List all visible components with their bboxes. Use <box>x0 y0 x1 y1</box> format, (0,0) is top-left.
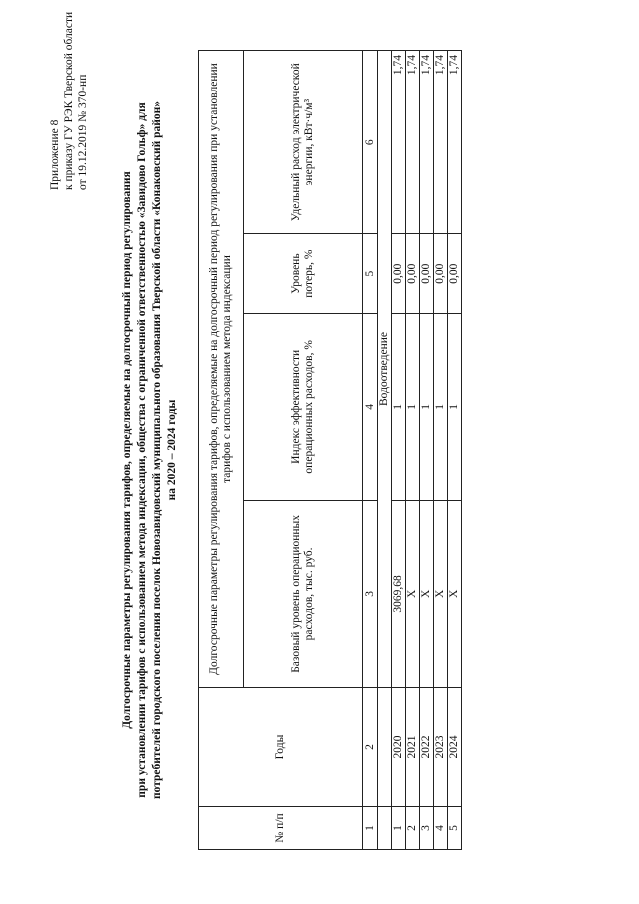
row-energy-consumption: 1,74 <box>448 51 462 234</box>
appendix-line: Приложение 8 <box>49 119 61 190</box>
section-gap <box>378 688 392 807</box>
table-row <box>406 51 420 850</box>
row-efficiency-index: 1 <box>420 313 434 500</box>
title-line: при установлении тарифов с использованием метода индексации, общества с ограниченной ответственностью «Завидово Гольф» для <box>136 102 148 798</box>
section-label: Водоотведение <box>378 51 392 688</box>
appendix-line: от 19.12.2019 № 370-нп <box>77 74 89 190</box>
index-cell: 5 <box>363 234 378 313</box>
header-group: Долгосрочные параметры регулирования тарифов, определяемые на долгосрочный период регулирования при установлении тарифов с использованием метода индексации <box>199 51 244 688</box>
row-year: 2021 <box>406 688 420 807</box>
header-years: Годы <box>199 688 363 807</box>
row-num: 3 <box>420 807 434 850</box>
row-num: 4 <box>434 807 448 850</box>
table-row <box>434 51 448 850</box>
header-energy-consumption: Удельный расход электрической энергии, кВт·ч/м³ <box>244 51 363 234</box>
index-cell: 2 <box>363 688 378 807</box>
header-efficiency-index: Индекс эффективности операционных расходов, % <box>244 313 363 500</box>
index-cell: 4 <box>363 313 378 500</box>
row-year: 2024 <box>448 688 462 807</box>
title-line: Долгосрочные параметры регулирования тарифов, определяемые на долгосрочный период регулирования <box>121 171 133 729</box>
row-loss-level: 0,00 <box>406 234 420 313</box>
row-base-opex: Х <box>420 500 434 687</box>
document-page <box>20 11 620 880</box>
row-loss-level: 0,00 <box>420 234 434 313</box>
row-num: 2 <box>406 807 420 850</box>
header-loss-level: Уровень потерь, % <box>244 234 363 313</box>
row-base-opex: Х <box>434 500 448 687</box>
row-year: 2022 <box>420 688 434 807</box>
title-line: потребителей городского поселения поселок Новозавидовский муниципального образования Тверской области «Конаковский район» <box>151 101 163 799</box>
appendix-line: к приказу ГУ РЭК Тверской области <box>63 11 75 190</box>
row-year: 2020 <box>392 688 406 807</box>
row-efficiency-index: 1 <box>434 313 448 500</box>
column-index-row <box>363 51 378 850</box>
parameters-table <box>198 50 462 850</box>
row-efficiency-index: 1 <box>392 313 406 500</box>
table-row <box>448 51 462 850</box>
section-row <box>378 51 392 850</box>
row-energy-consumption: 1,74 <box>392 51 406 234</box>
row-efficiency-index: 1 <box>448 313 462 500</box>
index-cell: 6 <box>363 51 378 234</box>
row-base-opex: Х <box>406 500 420 687</box>
row-loss-level: 0,00 <box>392 234 406 313</box>
row-loss-level: 0,00 <box>448 234 462 313</box>
section-gap <box>378 807 392 850</box>
title-line: на 2020 – 2024 годы <box>166 399 178 501</box>
row-energy-consumption: 1,74 <box>434 51 448 234</box>
table-row <box>392 51 406 850</box>
document-title <box>120 20 180 880</box>
row-energy-consumption: 1,74 <box>406 51 420 234</box>
table-row <box>420 51 434 850</box>
row-num: 5 <box>448 807 462 850</box>
row-loss-level: 0,00 <box>434 234 448 313</box>
row-energy-consumption: 1,74 <box>420 51 434 234</box>
header-num: № п/п <box>199 807 363 850</box>
row-year: 2023 <box>434 688 448 807</box>
row-base-opex: Х <box>448 500 462 687</box>
index-cell: 1 <box>363 807 378 850</box>
row-num: 1 <box>392 807 406 850</box>
row-efficiency-index: 1 <box>406 313 420 500</box>
appendix-note <box>48 0 90 190</box>
header-base-opex: Базовый уровень операционных расходов, тыс. руб. <box>244 500 363 687</box>
row-base-opex: 3069,68 <box>392 500 406 687</box>
index-cell: 3 <box>363 500 378 687</box>
